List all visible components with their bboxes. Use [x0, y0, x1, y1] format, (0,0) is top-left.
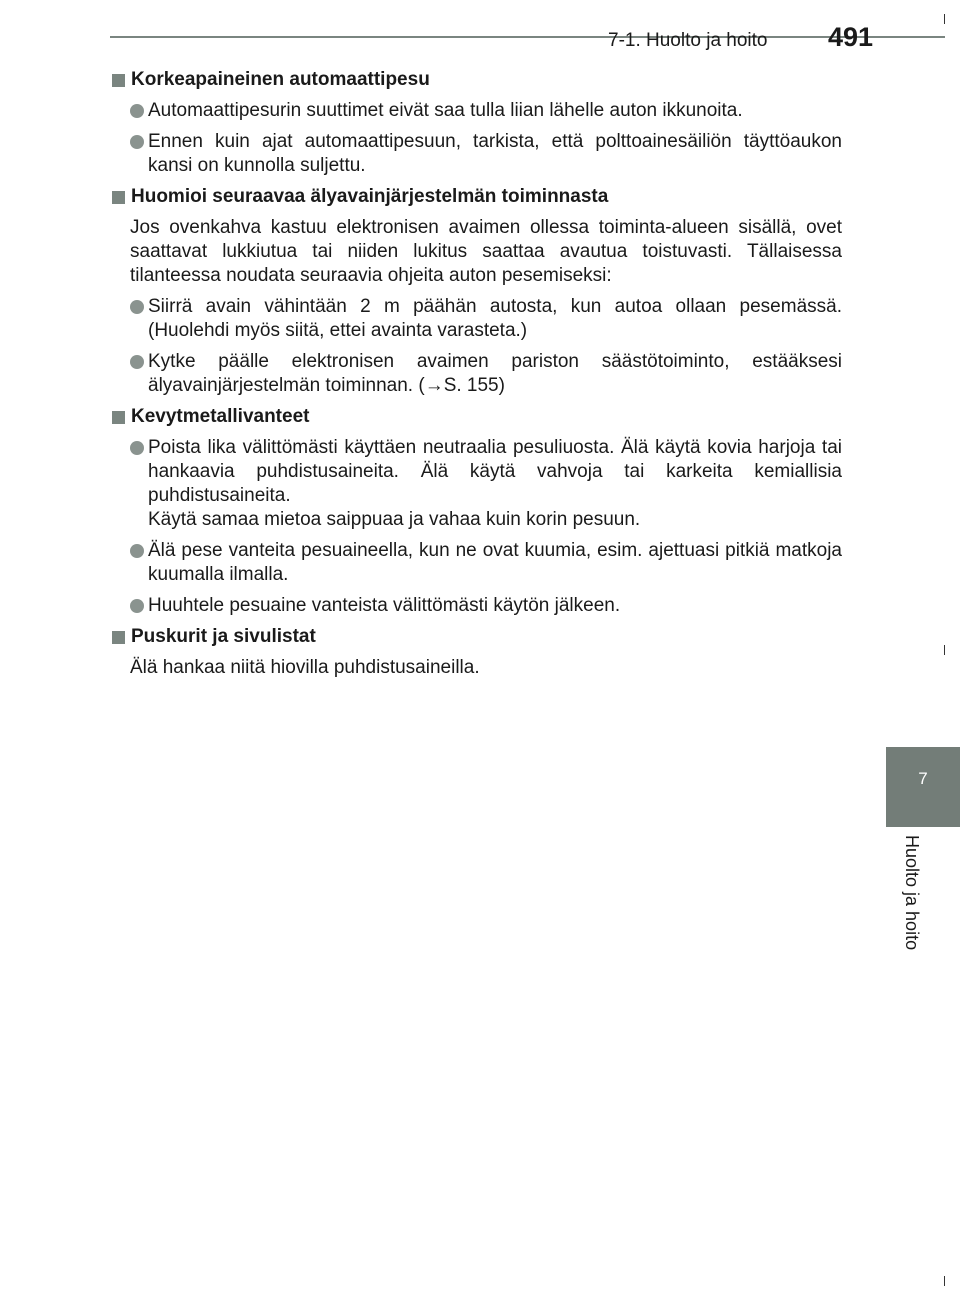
crop-mark: [944, 14, 945, 24]
section-high-pressure-wash: [110, 68, 842, 178]
header-rule: [110, 36, 945, 38]
heading-text: Puskurit ja sivulistat: [131, 626, 316, 647]
chapter-label: Huolto ja hoito: [902, 835, 922, 951]
chapter-tab: [886, 747, 960, 827]
page-content: [110, 68, 842, 687]
section-heading: [110, 405, 842, 429]
bullet-item: [110, 99, 842, 123]
square-bullet-icon: [112, 191, 125, 204]
section-heading: [110, 625, 842, 649]
bullet-item: [110, 539, 842, 587]
bullet-text: Ennen kuin ajat automaattipesuun, tarkista, että polttoainesäiliön täyttöaukon kansi on kunnolla suljettu.: [148, 131, 842, 176]
section-paragraph: Jos ovenkahva kastuu elektronisen avaimen ollessa toiminta-alueen sisällä, ovet saattavat lukkiutua tai niiden lukitus saattaa avautua toistuvasti. Tällaisessa tilanteessa noudata seuraavia ohjeita auton pesemiseksi:: [130, 217, 842, 286]
section-paragraph: Älä hankaa niitä hiovilla puhdistusaineilla.: [130, 657, 480, 678]
section-alloy-wheels: [110, 405, 842, 618]
crop-mark: [944, 1276, 945, 1286]
square-bullet-icon: [112, 74, 125, 87]
heading-text: Huomioi seuraavaa älyavainjärjestelmän toiminnasta: [131, 186, 609, 207]
section-title: 7-1. Huolto ja hoito: [608, 30, 768, 51]
heading-text: Korkeapaineinen automaattipesu: [131, 69, 430, 90]
bullet-text-main: Poista lika välittömästi käyttäen neutraalia pesuliuosta. Älä käytä kovia harjoja tai hankaavia puhdistusaineita. Älä käytä vahvoja tai karkeita kemiallisia puhdistusaineita.: [148, 437, 842, 506]
heading-text: Kevytmetallivanteet: [131, 406, 310, 427]
bullet-item: [110, 130, 842, 178]
section-smart-key-system: [110, 185, 842, 398]
section-bumpers: [110, 625, 842, 680]
round-bullet-icon: [130, 355, 144, 369]
square-bullet-icon: [112, 411, 125, 424]
bullet-text: Kytke päälle elektronisen avaimen pariston säästötoiminto, estääksesi älyavainjärjestelmän toiminnan. (→S. 155): [148, 351, 842, 396]
bullet-item: [110, 436, 842, 532]
chapter-number: 7: [918, 769, 928, 788]
round-bullet-icon: [130, 599, 144, 613]
round-bullet-icon: [130, 441, 144, 455]
page-number: 491: [828, 22, 874, 52]
crop-mark: [944, 645, 945, 655]
round-bullet-icon: [130, 135, 144, 149]
square-bullet-icon: [112, 631, 125, 644]
bullet-item: [110, 295, 842, 343]
bullet-text: Siirrä avain vähintään 2 m päähän autosta, kun autoa ollaan pesemässä. (Huolehdi myös siitä, ettei avainta varasteta.): [148, 296, 842, 341]
bullet-text: [148, 436, 842, 532]
round-bullet-icon: [130, 544, 144, 558]
bullet-text: Huuhtele pesuaine vanteista välittömästi käytön jälkeen.: [148, 595, 621, 616]
bullet-text: Automaattipesurin suuttimet eivät saa tulla liian lähelle auton ikkunoita.: [148, 100, 743, 121]
bullet-item: [110, 350, 842, 398]
bullet-text-extra: Käytä samaa mietoa saippuaa ja vahaa kuin korin pesuun.: [148, 509, 641, 530]
section-heading: [110, 68, 842, 92]
round-bullet-icon: [130, 300, 144, 314]
bullet-text: Älä pese vanteita pesuaineella, kun ne ovat kuumia, esim. ajettuasi pitkiä matkoja kuumalla ilmalla.: [148, 540, 842, 585]
section-heading: [110, 185, 842, 209]
round-bullet-icon: [130, 104, 144, 118]
bullet-item: [110, 594, 842, 618]
